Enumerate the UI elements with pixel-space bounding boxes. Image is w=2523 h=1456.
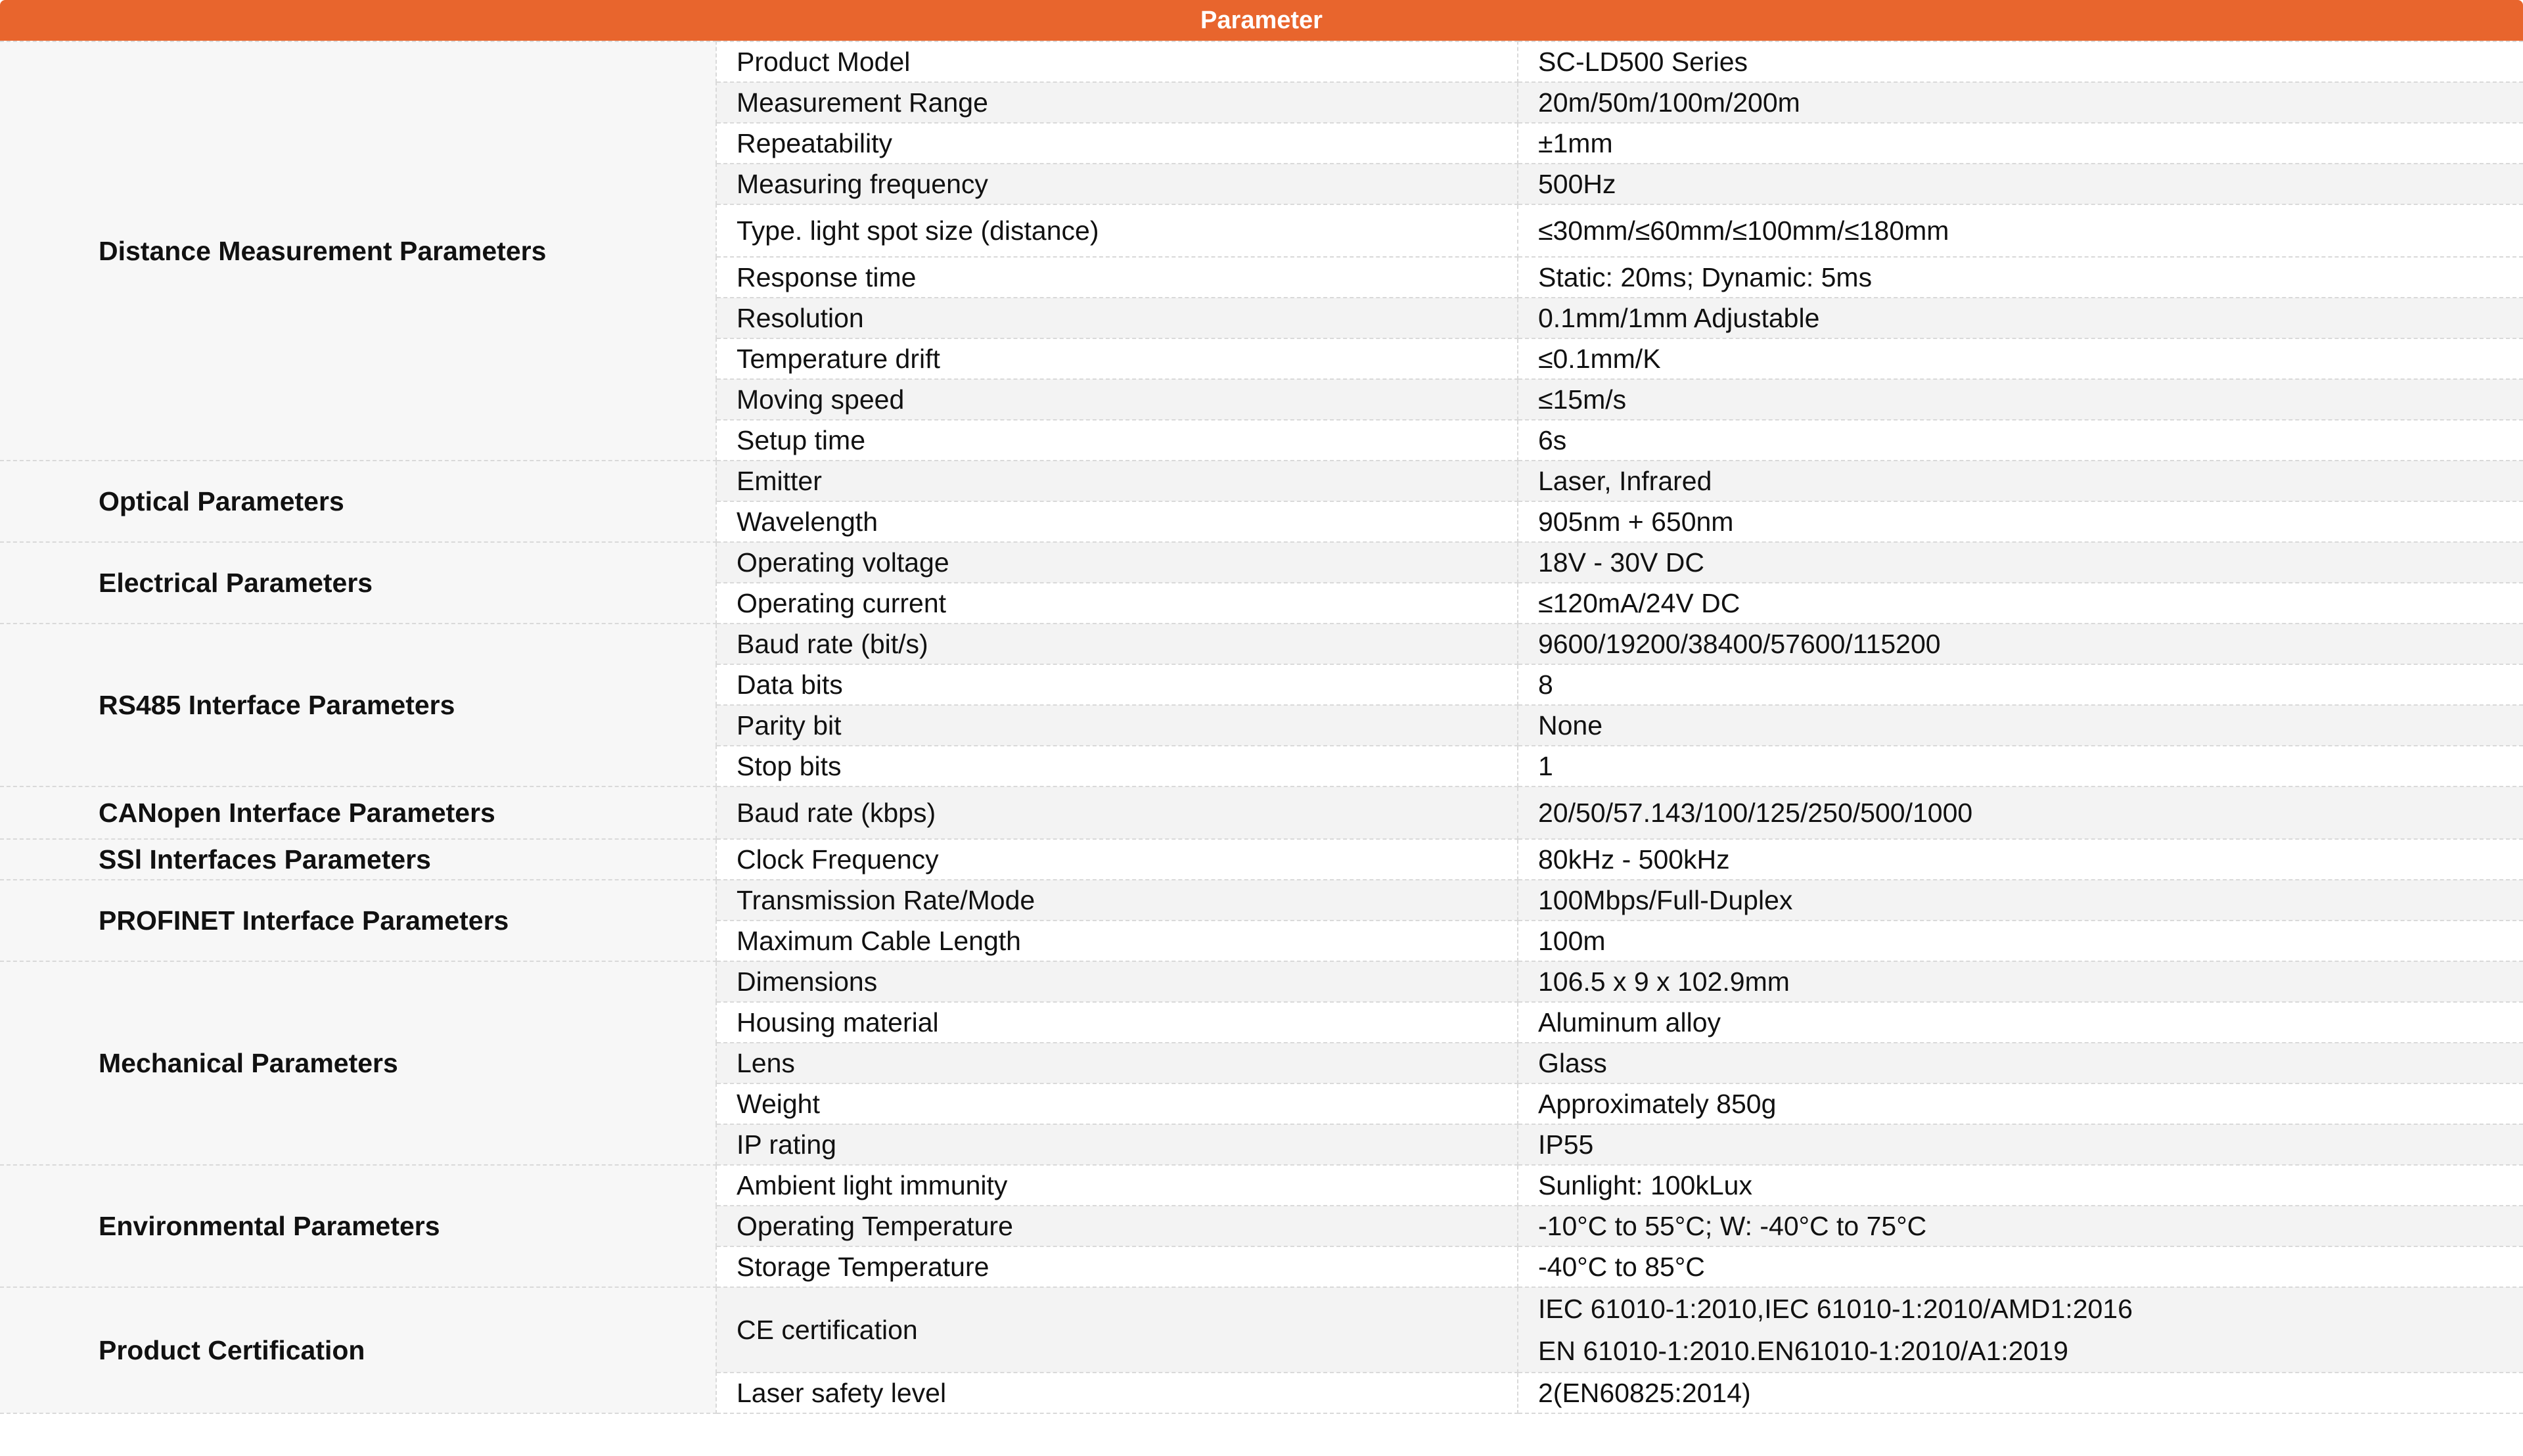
param-value: ±1mm [1518,123,2523,164]
param-value: SC-LD500 Series [1518,41,2523,82]
group-certification: Product Certification [0,1287,716,1413]
param-value: IP55 [1518,1124,2523,1165]
param-value: ≤15m/s [1518,379,2523,420]
param-label: Product Model [716,41,1518,82]
param-value: -10°C to 55°C; W: -40°C to 75°C [1518,1206,2523,1246]
param-value: ≤30mm/≤60mm/≤100mm/≤180mm [1518,204,2523,257]
param-label: CE certification [716,1287,1518,1373]
param-value: Laser, Infrared [1518,461,2523,501]
param-label: Maximum Cable Length [716,921,1518,961]
group-environmental: Environmental Parameters [0,1165,716,1287]
param-label: Temperature drift [716,338,1518,379]
table-row [0,41,2523,82]
param-label: Parity bit [716,705,1518,746]
param-label: Response time [716,257,1518,298]
param-label: Clock Frequency [716,839,1518,880]
param-label: IP rating [716,1124,1518,1165]
parameter-table-body [0,41,2523,1413]
param-label: Data bits [716,664,1518,705]
param-label: Operating current [716,583,1518,624]
table-row [0,786,2523,839]
param-value-line: EN 61010-1:2010.EN61010-1:2010/A1:2019 [1538,1336,2068,1366]
param-label: Setup time [716,420,1518,461]
param-value: None [1518,705,2523,746]
group-rs485: RS485 Interface Parameters [0,624,716,786]
param-label: Type. light spot size (distance) [716,204,1518,257]
param-value: 106.5 x 9 x 102.9mm [1518,961,2523,1002]
param-value: 100Mbps/Full-Duplex [1518,880,2523,921]
param-label: Laser safety level [716,1373,1518,1413]
param-value: 20/50/57.143/100/125/250/500/1000 [1518,786,2523,839]
table-header [0,0,2523,41]
param-value: Static: 20ms; Dynamic: 5ms [1518,257,2523,298]
param-value: 8 [1518,664,2523,705]
table-row [0,542,2523,583]
param-value: 6s [1518,420,2523,461]
param-label: Resolution [716,298,1518,338]
param-label: Weight [716,1083,1518,1124]
param-value: ≤120mA/24V DC [1518,583,2523,624]
param-value-line: IEC 61010-1:2010,IEC 61010-1:2010/AMD1:2016 [1538,1294,2133,1324]
param-label: Repeatability [716,123,1518,164]
group-electrical: Electrical Parameters [0,542,716,624]
table-row [0,880,2523,921]
table-row [0,1287,2523,1373]
param-label: Wavelength [716,501,1518,542]
param-label: Baud rate (kbps) [716,786,1518,839]
param-label: Operating Temperature [716,1206,1518,1246]
param-label: Housing material [716,1002,1518,1043]
param-label: Moving speed [716,379,1518,420]
group-distance-measurement: Distance Measurement Parameters [0,41,716,461]
group-ssi: SSl Interfaces Parameters [0,839,716,880]
param-label: Emitter [716,461,1518,501]
table-row [0,1165,2523,1206]
param-value-multiline [1518,1287,2523,1373]
group-canopen: CANopen Interface Parameters [0,786,716,839]
param-label: Lens [716,1043,1518,1083]
param-value: Approximately 850g [1518,1083,2523,1124]
param-label: Dimensions [716,961,1518,1002]
param-value: ≤0.1mm/K [1518,338,2523,379]
param-label: Measuring frequency [716,164,1518,204]
param-value: 1 [1518,746,2523,786]
parameter-table [0,41,2523,1414]
table-row [0,961,2523,1002]
param-value: 0.1mm/1mm Adjustable [1518,298,2523,338]
header-title: Parameter [1200,6,1323,34]
param-label: Operating voltage [716,542,1518,583]
table-row [0,839,2523,880]
param-label: Transmission Rate/Mode [716,880,1518,921]
param-label: Measurement Range [716,82,1518,123]
param-value: 500Hz [1518,164,2523,204]
param-value: 905nm + 650nm [1518,501,2523,542]
group-optical: Optical Parameters [0,461,716,542]
param-value: Aluminum alloy [1518,1002,2523,1043]
group-mechanical: Mechanical Parameters [0,961,716,1165]
param-value: 20m/50m/100m/200m [1518,82,2523,123]
table-row [0,624,2523,664]
param-value: 18V - 30V DC [1518,542,2523,583]
param-label: Ambient light immunity [716,1165,1518,1206]
param-value: Sunlight: 100kLux [1518,1165,2523,1206]
param-label: Baud rate (bit/s) [716,624,1518,664]
table-row [0,461,2523,501]
param-label: Storage Temperature [716,1246,1518,1287]
param-value: 80kHz - 500kHz [1518,839,2523,880]
param-label: Stop bits [716,746,1518,786]
param-value: Glass [1518,1043,2523,1083]
param-value: 9600/19200/38400/57600/115200 [1518,624,2523,664]
param-value: 100m [1518,921,2523,961]
group-profinet: PROFINET Interface Parameters [0,880,716,961]
param-value: 2(EN60825:2014) [1518,1373,2523,1413]
param-value: -40°C to 85°C [1518,1246,2523,1287]
